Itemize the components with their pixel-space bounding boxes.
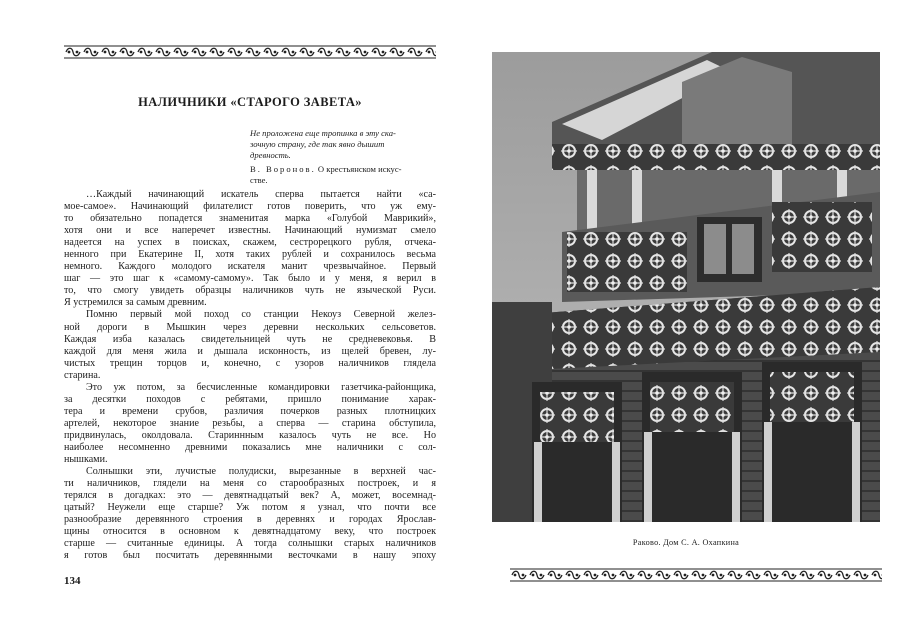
text-line: цатый? Неужели еще старше? Уж потом я узнал, что почти все <box>64 502 436 514</box>
epigraph-source <box>250 164 436 186</box>
text-line: каждой для меня жила и дышала исконность, из щелей бревен, лу- <box>64 345 436 357</box>
text-line: терялся в догадках: это — девятнадцатый век? А, может, восемнад- <box>64 490 436 502</box>
text-line: чистых трещин торцов и, конечно, с узоров наличников глядела <box>64 357 436 369</box>
chapter-title: НАЛИЧНИКИ «СТАРОГО ЗАВЕТА» <box>138 95 362 109</box>
body-text <box>64 189 436 562</box>
ornament-band-top <box>64 45 436 59</box>
text-line: старше — считанные единицы. А тогда солнышки старых наличников <box>64 538 436 550</box>
text-line: тера и времени срубов, различия почерков разных плотницких <box>64 405 436 417</box>
text-line: старина. <box>64 369 101 381</box>
text-line: немного. Каждого молодого искателя манит чрезвычайное. Первый <box>64 261 436 273</box>
epigraph-line: зочную страну, где так явно дышит <box>250 139 385 149</box>
photo-caption: Раково. Дом С. А. Охапкина <box>632 538 740 547</box>
epigraph-line: древность. <box>250 150 291 160</box>
right-page <box>478 0 924 628</box>
text-line: придвинулась, околдовала. Стариннным казалось чуть не все. Но <box>64 429 436 441</box>
text-line: за десятки походов с ребятами, пришло понимание харак- <box>64 393 436 405</box>
epigraph-author: В. Воронов. <box>250 164 316 174</box>
epigraph-work: О крестьянском искус- <box>317 164 402 174</box>
text-line: разнообразие деревянного строения в деревнях и городах Ярослав- <box>64 514 436 526</box>
text-line: ти наличников, глядели на меня со старообразных построек, и я <box>64 478 436 490</box>
page-number: 134 <box>64 575 81 587</box>
epigraph-work-cont: стве. <box>250 175 268 185</box>
text-line: Это уж потом, за бесчисленные командировки газетчика-районщика, <box>86 381 436 393</box>
text-line: …Каждый начинающий искатель сперва пытается найти «са- <box>86 189 436 200</box>
epigraph <box>250 128 436 161</box>
text-line: Каждая изба казалась свидетельницей чуть не средневековья. В <box>64 333 436 345</box>
text-line: нышками. <box>64 454 108 466</box>
text-line: Солнышки эти, лучистые полудиски, вырезанные в верхней час- <box>86 466 436 478</box>
ornament-band-bottom <box>510 568 882 582</box>
text-line: то обязательно попадется знаменитая марка «Голубой Маврикий», <box>64 213 436 225</box>
text-line: наиболее несомненно древними показались мне наличники с сол- <box>64 441 436 453</box>
text-line: ной дороги в Мышкин через деревни нескольких сельсоветов. <box>64 321 436 333</box>
text-line: ненного при Екатерине II, хотя таких рублей и сохранилось весьма <box>64 249 436 261</box>
text-line: Я устремился за самым древним. <box>64 297 207 309</box>
text-line: мое-самое». Начинающий филателист готов поверить, что уж ему- <box>64 201 436 213</box>
text-line: надеется на успех в поисках, скажем, сестрорецкого рубля, отчека- <box>64 237 436 249</box>
text-line: шаг — это шаг к «самому-самому». Так было и у меня, я верил в <box>64 273 436 285</box>
text-line: Помню первый мой поход со станции Некоуз Северной желез- <box>86 309 436 321</box>
house-photo <box>492 52 880 522</box>
text-line: щины относится в основном к девятнадцатому веку, что построек <box>64 526 436 538</box>
epigraph-line: Не проложена еще тропинка в эту ска- <box>250 128 396 138</box>
text-line: то, что смогу увидеть образцы наличников чуть не языческой Руси. <box>64 285 436 297</box>
text-line: я готов был посчитать деревянными весточками в нашу эпоху <box>64 550 436 562</box>
text-line: хотя они и все наперечет известны. Начинающий нумизмат смело <box>64 225 436 237</box>
text-line: артелей, некоторое знание резьбы, а сперва — старина обступила, <box>64 417 436 429</box>
